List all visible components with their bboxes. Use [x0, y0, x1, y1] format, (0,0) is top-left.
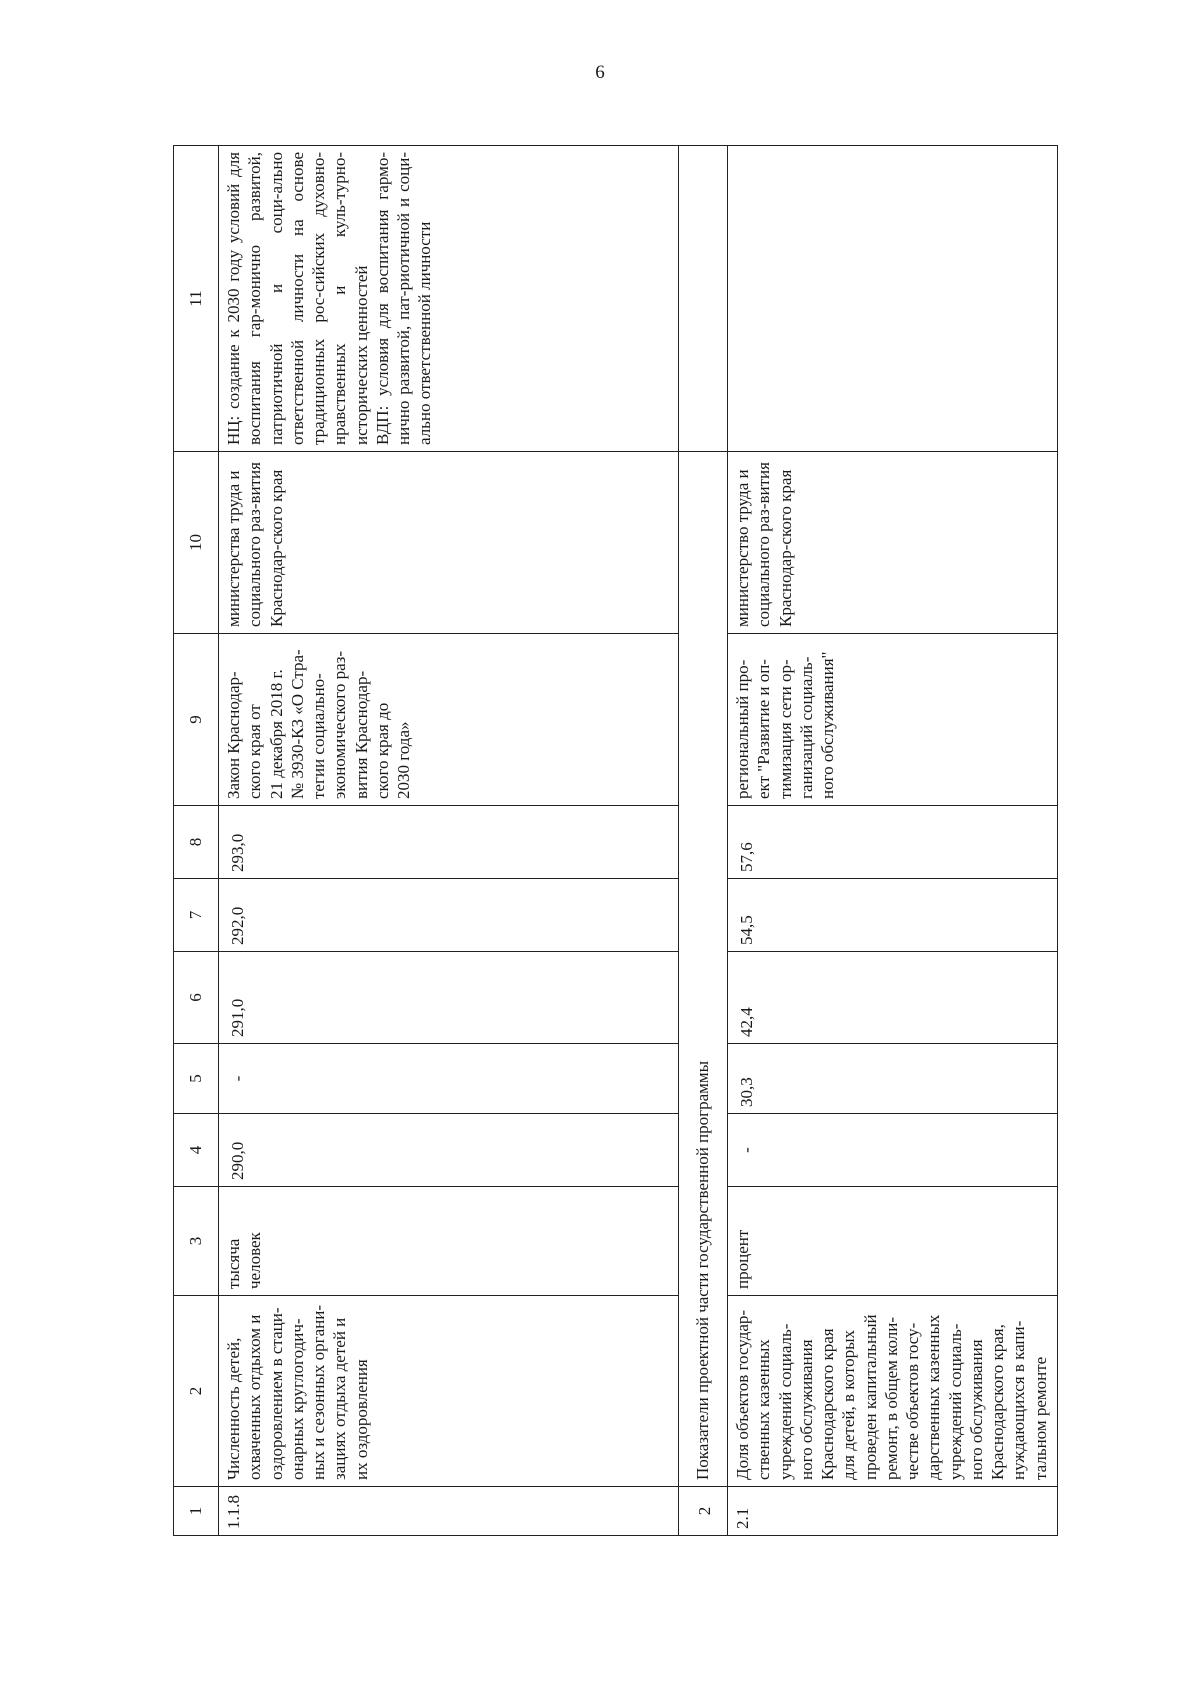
value-col-5: - — [219, 1044, 679, 1114]
column-header: 3 — [174, 1187, 219, 1296]
column-number-row — [174, 146, 219, 1536]
row-number: 1.1.8 — [219, 1487, 679, 1536]
row-number: 2.1 — [728, 1487, 1058, 1536]
column-header: 2 — [174, 1296, 219, 1487]
column-header: 6 — [174, 952, 219, 1044]
column-header: 4 — [174, 1114, 219, 1187]
column-header: 8 — [174, 806, 219, 879]
section-number: 2 — [679, 1487, 728, 1536]
column-header: 9 — [174, 634, 219, 806]
value-col-6: 291,0 — [219, 952, 679, 1044]
responsible-body: министерства труда и социального раз-вития Краснодар-ского края — [219, 452, 679, 634]
column-header: 5 — [174, 1044, 219, 1114]
indicator-name: Численность детей, охваченных отдыхом и оздоровлением в стаци-онарных круглогодич-ных и сезонных органи-зациях отдыха детей и их оздоровления — [219, 1296, 679, 1487]
section-row — [679, 146, 728, 1536]
column-header: 10 — [174, 452, 219, 634]
value-col-4: - — [728, 1114, 1058, 1187]
indicator-name: Доля объектов государ-ственных казенных учреждений социаль-ного обслуживания Краснодарского края для детей, в которых проведен капитальный ремонт, в общем коли-честве объектов госу-дарственных казенных учреждений социаль-ного обслуживания Краснодарского края, нуждающихся в капи-тальном ремонте — [728, 1296, 1058, 1487]
goal-description: НЦ: создание к 2030 году условий для воспитания гар-монично развитой, патриотичной и соци-ально ответственной личности на основе традиционных рос-сийских духовно-нравственных и куль-турно-исторических ценностей ВДП: условия для воспитания гармо-нично развитой, пат-риотичной и соци-ально ответственной личности — [219, 146, 679, 452]
value-col-4: 290,0 — [219, 1114, 679, 1187]
legal-basis: Закон Краснодар-ского края от 21 декабря 2018 г. № 3930-КЗ «О Стра-тегии социально-экономического раз-вития Краснодар-ского края до 2030 года» — [219, 634, 679, 806]
value-col-8: 57,6 — [728, 806, 1058, 879]
indicators-table — [173, 145, 1058, 1536]
goal-description — [728, 146, 1058, 452]
unit-of-measure: процент — [728, 1187, 1058, 1296]
section-title: Показатели проектной части государственной программы — [679, 452, 728, 1487]
responsible-body: министерство труда и социального раз-вития Краснодар-ского края — [728, 452, 1058, 634]
value-col-8: 293,0 — [219, 806, 679, 879]
value-col-6: 42,4 — [728, 952, 1058, 1044]
column-header: 11 — [174, 146, 219, 452]
column-header: 7 — [174, 879, 219, 952]
rotated-table-wrapper — [173, 146, 1073, 1536]
value-col-7: 54,5 — [728, 879, 1058, 952]
table-row — [728, 146, 1058, 1536]
column-header: 1 — [174, 1487, 219, 1536]
legal-basis: региональный про-ект "Развитие и оп-тимизация сети ор-ганизаций социаль-ного обслуживания" — [728, 634, 1058, 806]
value-col-7: 292,0 — [219, 879, 679, 952]
table-row — [219, 146, 679, 1536]
page-number: 6 — [595, 62, 605, 83]
unit-of-measure: тысяча человек — [219, 1187, 679, 1296]
section-empty-cell — [679, 146, 728, 452]
value-col-5: 30,3 — [728, 1044, 1058, 1114]
